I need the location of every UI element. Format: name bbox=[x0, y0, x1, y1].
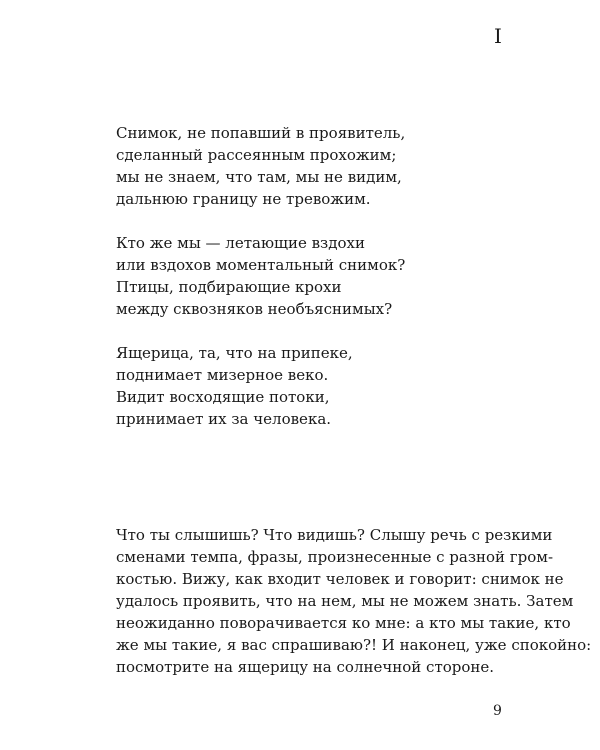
poem-stanza-2 bbox=[116, 232, 456, 320]
prose-line: неожиданно поворачивается ко мне: а кто мы такие, кто bbox=[116, 614, 571, 632]
prose-line: Что ты слышишь? Что видишь? Слышу речь с резкими bbox=[116, 526, 553, 544]
prose-line: сменами темпа, фразы, произнесенные с разной гром- bbox=[116, 548, 554, 566]
poem-line: принимает их за человека. bbox=[116, 410, 332, 428]
prose-line: костью. Вижу, как входит человек и говорит: снимок не bbox=[116, 570, 564, 588]
section-numeral: I bbox=[494, 24, 502, 48]
poem-line: Снимок, не попавший в проявитель, bbox=[116, 124, 406, 142]
poem-line: мы не знаем, что там, мы не видим, bbox=[116, 168, 402, 186]
poem-line: Ящерица, та, что на припеке, bbox=[116, 344, 353, 362]
page-number: 9 bbox=[493, 703, 502, 719]
prose-line: же мы такие, я вас спрашиваю?! И наконец, уже спокойно: bbox=[116, 636, 592, 654]
prose-paragraph bbox=[116, 524, 592, 678]
poem-line: дальнюю границу не тревожим. bbox=[116, 190, 371, 208]
poem-stanza-3 bbox=[116, 342, 456, 430]
prose-line: удалось проявить, что на нем, мы не можем знать. Затем bbox=[116, 592, 574, 610]
poem-line: Кто же мы — летающие вздохи bbox=[116, 234, 365, 252]
poem bbox=[116, 122, 456, 430]
poem-stanza-1 bbox=[116, 122, 456, 210]
poem-line: поднимает мизерное веко. bbox=[116, 366, 329, 384]
poem-line: Видит восходящие потоки, bbox=[116, 388, 330, 406]
prose-line: посмотрите на ящерицу на солнечной стороне. bbox=[116, 658, 495, 676]
poem-line: сделанный рассеянным прохожим; bbox=[116, 146, 397, 164]
poem-line: Птицы, подбирающие крохи bbox=[116, 278, 342, 296]
poem-line: или вздохов моментальный снимок? bbox=[116, 256, 406, 274]
poem-line: между сквозняков необъяснимых? bbox=[116, 300, 393, 318]
